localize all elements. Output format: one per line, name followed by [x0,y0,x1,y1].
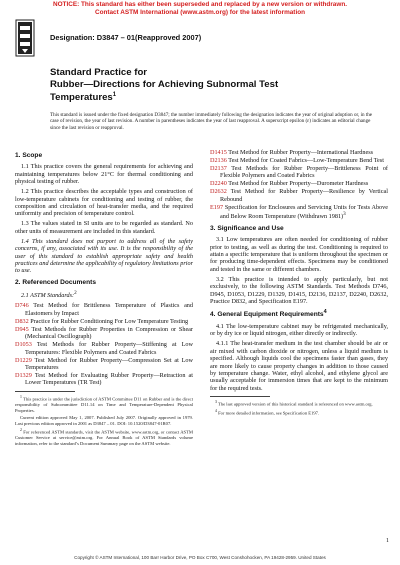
reference-item [210,165,388,180]
copyright-footer: Copyright © ASTM International, 100 Barr Harbor Drive, PO Box C700, West Conshohocken, PA 19428-2959. United States [74,555,326,560]
reference-item [210,157,388,164]
page-title [50,67,350,104]
footnote-3 [210,400,388,407]
reference-title: Test Method for Coated Fabrics—Low-Temperature Bend Test [226,157,384,164]
para-4-1: 4.1 The low-temperature cabinet may be refrigerated mechanically, or by dry ice or liquid nitrogen, either directly or indirectly. [210,322,388,338]
reference-item [15,372,193,387]
para-1-3: 1.3 The values stated in SI units are to be regarded as standard. No other units of measurement are included in this standard. [15,220,193,235]
reference-item [210,180,388,187]
para-3-1: 3.1 Low temperatures are often needed for conditioning of rubber prior to testing, as well as during the test. Conditioning is required to attain a specific temperature that is uniform throughout the specimen or for producing time-dependent effects. Specimens may be conditioned and tested in the same or different chambers. [210,236,388,273]
footnote-1b: Current edition approved May 1, 2007. Published July 2007. Originally approved in 1979. Last previous edition approved in 2001 as D3847 – 01. DOI: 10.1520/D3847-01R07. [15,415,193,426]
reference-title: Test Methods for Rubber Properties in Compression or Shear (Mechanical Oscillograph) [25,325,193,341]
reference-link-d1053[interactable]: D1053 [15,341,32,349]
reference-link-d2632[interactable]: D2632 [210,188,227,196]
astm-standards-footnote-mark: 2 [74,290,77,297]
para-1-4: 1.4 This standard does not purport to address all of the safety concerns, if any, associated with its use. It is the responsibility of the user of this standard to establish appropriate safety and health practices and determine the applicability of regulatory limitations prior to use. [15,237,193,275]
reference-item [210,204,388,221]
reference-item [15,357,193,372]
astm-standards-label [15,290,193,299]
scope-heading: 1. Scope [15,152,43,159]
footnote-divider [210,396,270,397]
footnote-2-text: For referenced ASTM standards, visit the ASTM website, www.astm.org, or contact ASTM Customer Service at service@astm.org. For Annual Book of ASTM Standards volume information, refer to the standard’s Document Summary page on the ASTM website. [15,429,193,446]
reference-link-d2240[interactable]: D2240 [210,180,227,188]
para-1-2: 1.2 This practice describes the acceptable types and construction of low-temperature cabinets for conditioning and testing of rubber, the composition and circulation of heat-transfer media, and the required uniformity and precision of temperature control. [15,188,193,218]
title-line-1: Standard Practice for [50,67,148,78]
reference-item [210,188,388,203]
left-column [15,148,193,449]
notice-line-1: NOTICE: This standard has either been superseded and replaced by a new version or withdrawn. [52,1,348,8]
footnote-4-text: For more detailed information, see Specification E197. [218,410,320,416]
reference-item [15,302,193,317]
reference-title: Specification for Enclosures and Servicing Units for Tests Above and Below Room Temperature (Withdrawn 1981) [220,203,388,221]
reference-title: Practice for Rubber Conditioning For Low Temperature Testing [28,317,189,325]
significance-heading: 3. Significance and Use [210,224,284,232]
right-column [210,149,388,418]
title-footnote-mark: 1 [112,92,117,98]
reference-link-d1329[interactable]: D1329 [15,371,32,379]
page-number: 1 [386,538,389,544]
astm-logo-icon [15,18,35,58]
reference-title: Test Methods for Rubber Property—Brittleness Point of Flexible Polymers and Coated Fabrics [220,165,388,180]
reference-title: Test Methods for Rubber Property—Stiffening at Low Temperatures: Flexible Polymers and Coated Fabrics [25,341,193,356]
reference-link-d832[interactable]: D832 [15,317,29,325]
reference-item [210,149,388,156]
footnote-2-mark: 2 [20,428,22,433]
reference-title: Test Method for Rubber Property—Resilience by Vertical Rebound [220,188,388,203]
e197-footnote-mark: 3 [343,211,346,218]
footnote-divider [15,391,75,392]
footnote-1 [15,395,193,413]
footnote-1-text: This practice is under the jurisdiction of ASTM Committee D11 on Rubber and is the direct responsibility of Subcommittee D11.14 on Time and Temperature-Dependent Physical Properties. [15,396,193,413]
reference-link-d746[interactable]: D746 [15,302,29,310]
referenced-documents-heading: 2. Referenced Documents [15,278,96,286]
reference-link-d945[interactable]: D945 [15,325,29,333]
general-requirements-heading [210,309,388,319]
reference-title: Test Method for Rubber Property—Durometer Hardness [226,180,369,188]
issuance-statement: This standard is issued under the fixed designation D3847; the number immediately following the designation indicates the year of original adoption or, in the case of revision, the year of last revision. A number in parentheses indicates the year of last reapproval. A superscript epsilon (ε) indicates an editorial change since the last revision or reapproval. [50,112,373,131]
reference-item [15,326,193,341]
reference-title: Test Method for Rubber Property—Compression Set at Low Temperatures [25,356,193,371]
footnote-1-mark: 1 [20,394,22,399]
footnote-2 [15,428,193,446]
title-line-3-text: Temperatures [50,92,113,104]
notice-line-2: Contact ASTM International (www.astm.org) for the latest information [94,9,306,16]
footnote-3-text: The last approved version of this historical standard is referenced on www.astm.org. [218,401,373,407]
para-3-2: 3.2 This practice is intended to apply particularly, but not exclusively, to the following ASTM Standards. Test Methods D746, D945, D1053, D1229, D1329, D1415, D2136, D2137, D2240, D2632, Practice D832, and Specification E197. [210,275,388,305]
general-footnote-mark: 4 [323,309,327,316]
footnotes-right [210,400,388,416]
footnote-3-mark: 3 [215,400,217,405]
footnotes-left [15,395,193,447]
reference-link-d2137[interactable]: D2137 [210,165,227,172]
footnote-4 [210,409,388,416]
reference-item [15,318,193,325]
reference-title: Test Method for Rubber Property—International Hardness [226,149,374,156]
reference-title: Test Method for Brittleness Temperature of Plastics and Elastomers by Impact [25,302,193,317]
para-4-1-1: 4.1.1 The heat-transfer medium in the test chamber should be air or air mixed with carbon dioxide or nitrogen, unless a liquid medium is specified. Although liquids cool the specimens faster than gases, they are more likely to cause property changes in addition to those caused by temperature change. Water, ethyl alcohol, and ethylene glycol are usually acceptable for immersion times that are kept to the minimum for the required tests. [210,340,388,392]
reference-link-e197[interactable]: E197 [210,203,224,211]
footnote-4-mark: 4 [215,409,217,414]
title-line-2: Rubber—Directions for Achieving Subnormal Test [50,78,279,90]
reference-link-d2136[interactable]: D2136 [210,157,227,164]
para-1-1: 1.1 This practice covers the general requirements for achieving and maintaining temperatures below 21°C for thermal conditioning and physical testing of rubber. [15,163,193,186]
notice-banner [0,0,400,17]
reference-link-d1229[interactable]: D1229 [15,356,32,364]
reference-title: Test Method for Evaluating Rubber Property—Retraction at Lower Temperatures (TR Test) [25,371,193,387]
designation: Designation: D3847 – 01(Reapproved 2007) [50,33,202,42]
general-requirements-text: 4. General Equipment Requirements [210,311,324,319]
reference-item [15,341,193,356]
title-line-3 [50,90,350,104]
astm-standards-text: 2.1 ASTM Standards: [21,292,75,300]
reference-link-d1415[interactable]: D1415 [210,149,227,156]
